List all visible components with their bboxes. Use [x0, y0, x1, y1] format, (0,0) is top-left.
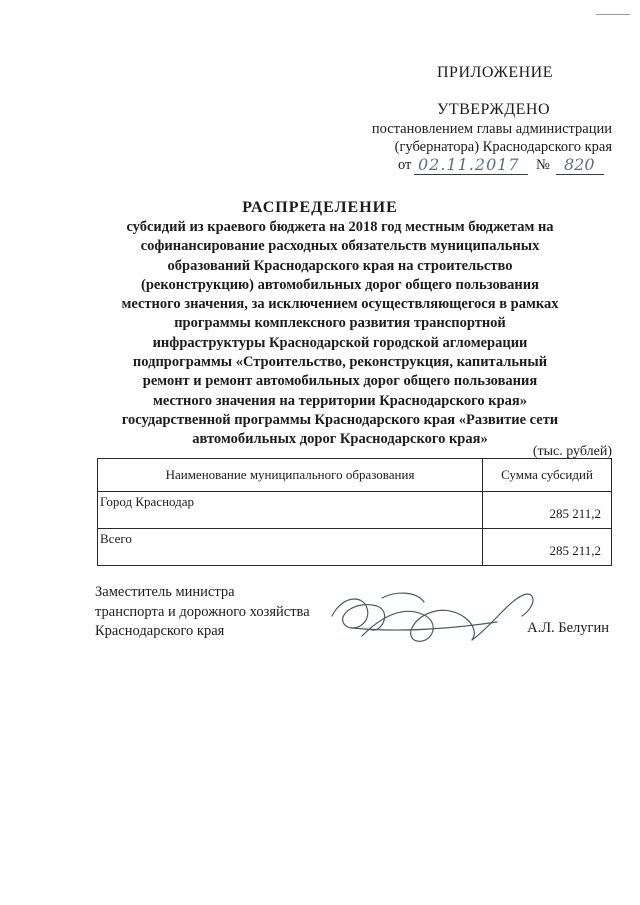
approved-label: УТВЕРЖДЕНО [437, 101, 551, 118]
table-row [98, 492, 612, 529]
position-line: Краснодарского края [95, 623, 225, 639]
subtitle-line: автомобильных дорог Краснодарского края» [192, 431, 488, 448]
subsidy-table [97, 458, 612, 566]
handwritten-number: 820 [564, 155, 595, 174]
subtitle-line: инфраструктуры Краснодарской городской агломерации [152, 334, 528, 351]
decree-date-number [398, 155, 618, 177]
number-underline [556, 174, 604, 175]
approval-line-1: постановлением главы администрации [371, 121, 612, 137]
subtitle-line: местного значения, за исключением осуществляющегося в рамках [121, 296, 559, 313]
subtitle-line: субсидий из краевого бюджета на 2018 год местным бюджетам на [126, 219, 554, 235]
table-header-row [98, 459, 612, 492]
appendix-label: ПРИЛОЖЕНИЕ [437, 64, 554, 81]
subtitle-line: местного значения на территории Краснодарского края» [152, 392, 528, 409]
municipality-name: Город Краснодар [98, 492, 483, 529]
subtitle-line: ремонт и ремонт автомобильных дорог общего пользования [142, 373, 538, 390]
total-sum: 285 211,2 [483, 529, 612, 566]
approval-line-2: (губернатора) Краснодарского края [394, 139, 612, 155]
position-line: транспорта и дорожного хозяйства [95, 603, 310, 620]
subtitle-line: подпрограммы «Строительство, реконструкция, капитальный [132, 354, 548, 371]
header-municipality: Наименование муниципального образования [98, 459, 483, 492]
total-label: Всего [98, 529, 483, 566]
table-row-total [98, 529, 612, 566]
scan-corner-mark [596, 14, 630, 15]
signatory-position [95, 583, 310, 642]
units-label: (тыс. рублей) [532, 444, 612, 459]
position-line: Заместитель министра [95, 584, 235, 600]
header-subsidy-sum: Сумма субсидий [483, 459, 612, 492]
number-prefix: № [536, 157, 550, 173]
document-title: РАСПРЕДЕЛЕНИЕ [242, 199, 398, 216]
subtitle-line: программы комплексного развития транспортной [174, 315, 506, 332]
handwritten-date: 02.11.2017 [418, 155, 520, 174]
handwritten-signature [322, 586, 542, 656]
subsidy-sum: 285 211,2 [483, 492, 612, 529]
subtitle-line: софинансирование расходных обязательств муниципальных [140, 238, 540, 255]
signatory-name: А.Л. Белугин [527, 620, 609, 636]
subtitle-line: (реконструкцию) автомобильных дорог общего пользования [141, 276, 539, 293]
document-subtitle [100, 218, 580, 450]
subtitle-line: образований Краснодарского края на строительство [167, 257, 513, 274]
date-prefix: от [398, 157, 412, 173]
date-underline [414, 174, 528, 175]
subtitle-line: государственной программы Краснодарского края «Развитие сети [121, 411, 559, 428]
